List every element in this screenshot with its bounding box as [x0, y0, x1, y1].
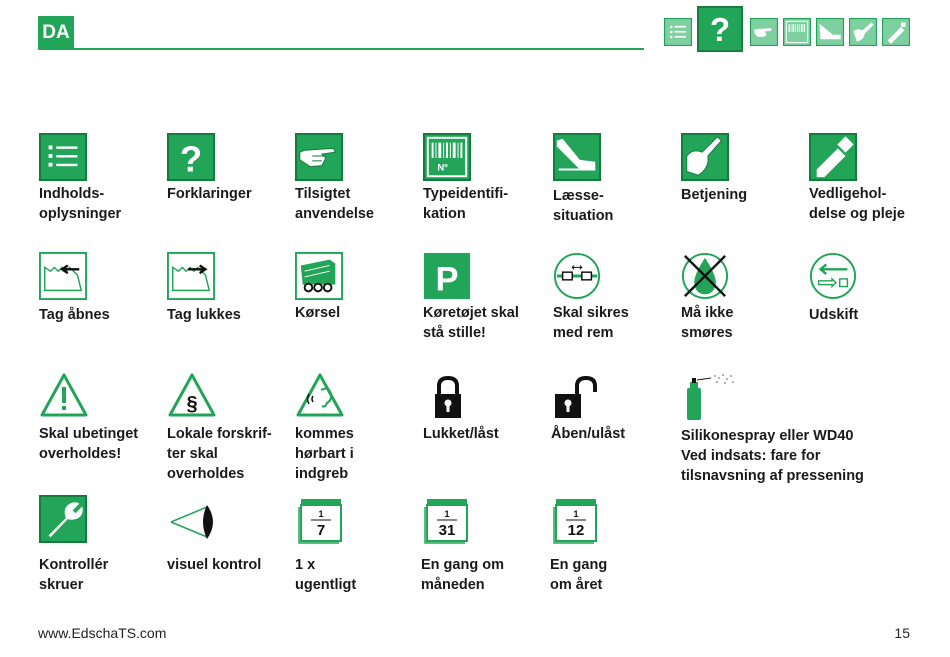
item-label: Silikonespray eller WD40 Ved indsats: fare for tilsnavsning af pressening	[681, 428, 864, 484]
language-badge: DA	[38, 16, 74, 49]
legend-item-visual-check	[167, 495, 287, 595]
eye-icon	[167, 495, 217, 545]
legend-item-monthly	[421, 495, 546, 595]
item-label: Kørsel	[295, 305, 341, 321]
wrench-icon	[39, 495, 89, 545]
svg-text:1: 1	[444, 509, 450, 519]
page-number: 15	[894, 625, 910, 641]
nav-loading-icon[interactable]	[816, 18, 844, 46]
legend-item-locked	[423, 372, 543, 472]
ear-icon	[295, 372, 345, 422]
calendar-icon	[550, 495, 600, 545]
svg-text:?: ?	[709, 11, 731, 49]
nav-list-icon[interactable]	[664, 18, 692, 46]
legend-item-weekly	[295, 495, 415, 595]
svg-text:7: 7	[316, 522, 326, 539]
item-label: Skal sikres med rem	[553, 305, 629, 341]
item-label: En gang om måneden	[421, 557, 504, 593]
replace-icon	[809, 252, 859, 302]
parking-icon	[423, 252, 473, 302]
nav-operating-icon[interactable]	[849, 18, 877, 46]
item-label: Betjening	[681, 187, 748, 203]
item-label: Tilsigtet anvendelse	[295, 186, 374, 222]
svg-text:?: ?	[179, 138, 203, 180]
question-icon	[167, 133, 217, 183]
item-label: Skal ubetinget overholdes!	[39, 426, 139, 462]
svg-text:1: 1	[318, 509, 324, 519]
item-label: Udskift	[809, 307, 859, 323]
legend-item-roof-close	[167, 252, 287, 352]
item-label: Kontrollér skruer	[39, 557, 109, 593]
legend-item-audible-engage	[295, 372, 415, 482]
item-label: Åben/ulåst	[551, 426, 626, 442]
lock-closed-icon	[423, 372, 473, 422]
legend-item-vehicle-stationary	[423, 252, 548, 352]
loading-icon	[553, 133, 603, 183]
svg-text:12: 12	[567, 522, 585, 539]
item-label: Tag åbnes	[39, 307, 110, 323]
item-label: visuel kontrol	[167, 557, 262, 573]
svg-text:§: §	[186, 393, 198, 415]
strap-icon	[553, 252, 603, 302]
item-label: 1 x ugentligt	[295, 557, 357, 593]
legend-item-driving	[295, 252, 415, 352]
calendar-icon	[421, 495, 471, 545]
item-label: En gang om året	[550, 557, 608, 593]
legend-item-check-screws	[39, 495, 159, 595]
item-label: Lukket/låst	[423, 426, 499, 442]
pointing-hand-icon	[295, 133, 345, 183]
legend-item-type-identification	[423, 133, 548, 233]
item-label: Vedligehol- delse og pleje	[809, 186, 905, 222]
legend-item-secure-with-strap	[553, 252, 673, 352]
item-label: kommes hørbart i indgreb	[295, 426, 354, 482]
spray-icon	[681, 372, 741, 422]
footer-website: www.EdschaTS.com	[38, 625, 167, 641]
nav-question-icon[interactable]	[697, 6, 743, 52]
item-label: Lokale forskrif- ter skal overholdes	[167, 426, 272, 482]
item-label: Forklaringer	[167, 186, 252, 202]
legend-item-contents	[39, 133, 159, 233]
legend-item-replace	[809, 252, 934, 352]
warning-icon	[39, 372, 89, 422]
legend-item-intended-use	[295, 133, 415, 233]
svg-text:P: P	[435, 260, 459, 299]
no-lubricate-icon	[681, 252, 731, 302]
legend-item-yearly	[550, 495, 670, 595]
lock-open-icon	[551, 372, 601, 422]
legend-item-local-regulations	[167, 372, 287, 482]
list-icon	[39, 133, 89, 183]
paragraph-icon	[167, 372, 217, 422]
item-label: Tag lukkes	[167, 307, 241, 323]
barcode-icon	[423, 133, 473, 183]
svg-text:Nº: Nº	[437, 162, 448, 174]
roof-close-icon	[167, 252, 217, 302]
calendar-icon	[295, 495, 345, 545]
nav-maintenance-icon[interactable]	[882, 18, 910, 46]
svg-text:1: 1	[573, 509, 579, 519]
legend-item-unlocked	[551, 372, 671, 472]
legend-item-maintenance	[809, 133, 934, 233]
roof-open-icon	[39, 252, 89, 302]
truck-icon	[295, 252, 345, 302]
nav-barcode-icon[interactable]	[783, 18, 811, 46]
header-rule	[38, 48, 644, 50]
item-label: Typeidentifi- kation	[423, 186, 509, 222]
item-label: Indholds- oplysninger	[39, 186, 122, 222]
legend-item-operation	[681, 133, 801, 233]
svg-text:31: 31	[438, 522, 456, 539]
item-label: Må ikke smøres	[681, 305, 734, 341]
legend-item-do-not-lubricate	[681, 252, 801, 352]
legend-item-roof-open	[39, 252, 159, 352]
legend-item-loading-situation	[553, 133, 673, 233]
legend-item-explanations	[167, 133, 287, 233]
item-label: Læsse- situation	[553, 188, 614, 224]
item-label: Køretøjet skal stå stille!	[423, 305, 519, 341]
legend-item-must-comply	[39, 372, 164, 472]
maintenance-icon	[809, 133, 859, 183]
operating-icon	[681, 133, 731, 183]
nav-pointing-hand-icon[interactable]	[750, 18, 778, 46]
legend-item-silicone-spray	[681, 372, 921, 482]
